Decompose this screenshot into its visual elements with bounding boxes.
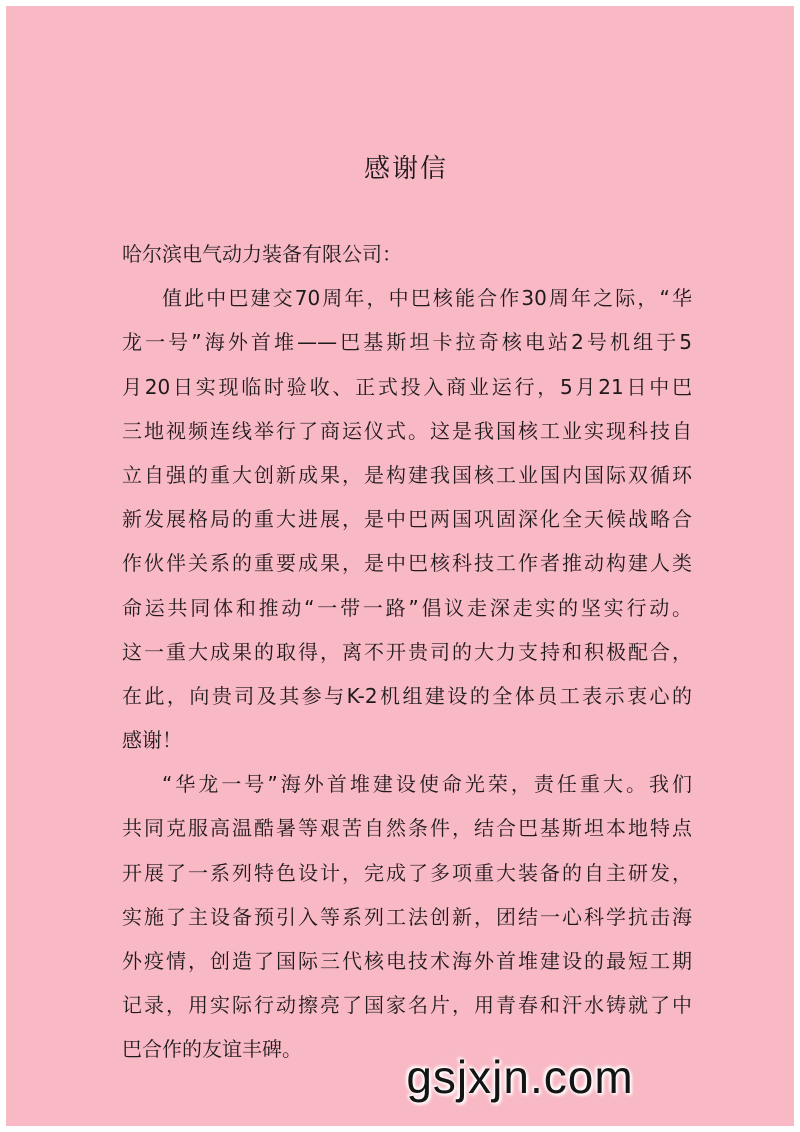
paragraph-line: 在此，向贵司及其参与K-2机组建设的全体员工表示衷心的 [122, 683, 692, 708]
paragraph-line: 立自强的重大创新成果，是构建我国核工业国内国际双循环 [122, 462, 692, 487]
paragraph-line: 值此中巴建交70周年，中巴核能合作30周年之际，“华 [162, 286, 692, 311]
paragraph-line: 命运共同体和推动“一带一路”倡议走深走实的坚实行动。 [122, 595, 692, 620]
letter-sheet [6, 6, 794, 1126]
paragraph-line: 这一重大成果的取得，离不开贵司的大力支持和积极配合， [122, 639, 692, 664]
paragraph-line: 记录，用实际行动擦亮了国家名片，用青春和汗水铸就了中 [122, 993, 692, 1018]
paragraph-line: 作伙伴关系的重要成果，是中巴核科技工作者推动构建人类 [122, 551, 692, 576]
salutation-line: 哈尔滨电气动力装备有限公司： [122, 242, 402, 266]
site-watermark: gsjxjn.com [406, 1051, 634, 1103]
paragraph-line: 月20日实现临时验收、正式投入商业运行，5月21日中巴 [122, 374, 692, 399]
letter-title: 感谢信 [363, 154, 448, 184]
paragraph-line: 三地视频连线举行了商运仪式。这是我国核工业实现科技自 [122, 418, 692, 443]
paragraph-line: 实施了主设备预引入等系列工法创新，团结一心科学抗击海 [122, 904, 692, 929]
paragraph-line: 感谢！ [122, 728, 182, 753]
paragraph-line: “华龙一号”海外首堆建设使命光荣，责任重大。我们 [162, 772, 692, 797]
paragraph-line: 开展了一系列特色设计，完成了多项重大装备的自主研发， [122, 860, 692, 885]
paragraph-line: 外疫情，创造了国际三代核电技术海外首堆建设的最短工期 [122, 949, 692, 973]
letter-body [122, 232, 692, 1072]
paragraph-line: 巴合作的友谊丰碑。 [122, 1037, 302, 1062]
paragraph-line: 共同克服高温酷暑等艰苦自然条件，结合巴基斯坦本地特点 [122, 816, 692, 841]
paragraph-line: 龙一号”海外首堆——巴基斯坦卡拉奇核电站2号机组于5 [122, 330, 692, 355]
paragraph-line: 新发展格局的重大进展，是中巴两国巩固深化全天候战略合 [122, 507, 692, 532]
